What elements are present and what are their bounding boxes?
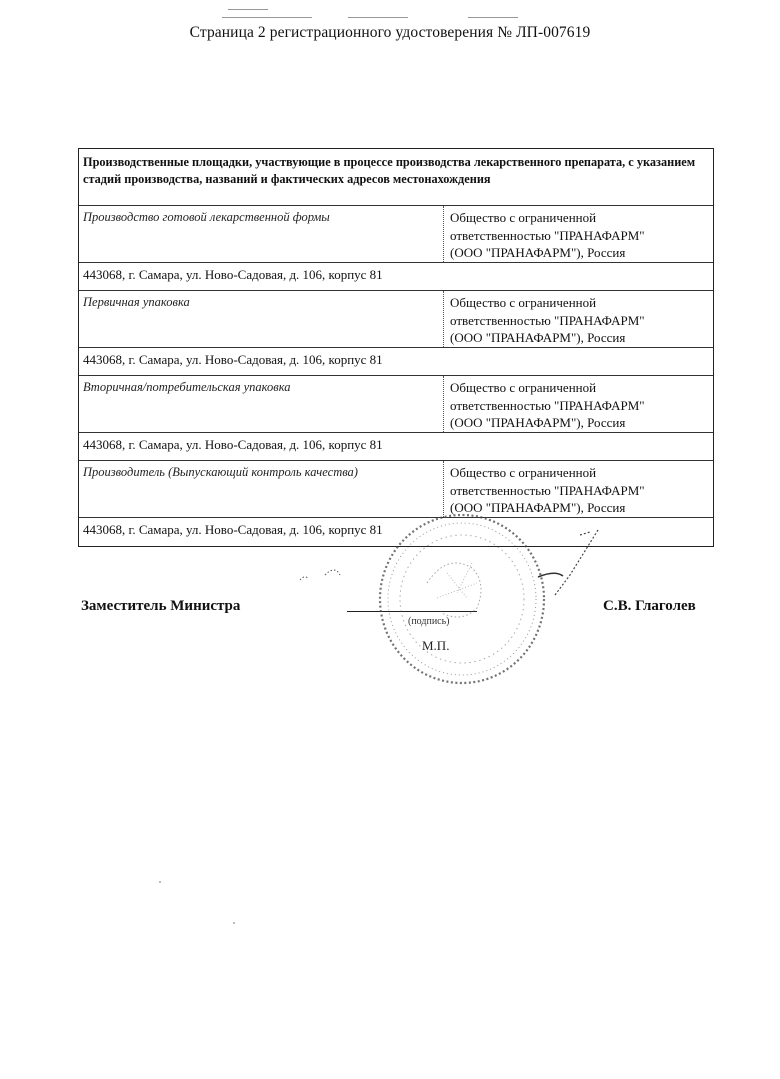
table-row xyxy=(79,291,713,348)
org-line: Общество с ограниченной xyxy=(450,210,597,225)
production-sites-table xyxy=(78,148,714,547)
table-row xyxy=(79,461,713,518)
organization-cell xyxy=(443,461,713,517)
org-line: Общество с ограниченной xyxy=(450,295,597,310)
org-line: (ООО "ПРАНАФАРМ"), Россия xyxy=(450,330,626,345)
address-row: 443068, г. Самара, ул. Ново-Садовая, д. 106, корпус 81 xyxy=(79,433,713,461)
org-line: ответственностью "ПРАНАФАРМ" xyxy=(450,227,645,243)
org-line: (ООО "ПРАНАФАРМ"), Россия xyxy=(450,415,626,430)
org-line: Общество с ограниченной xyxy=(450,380,597,395)
table-row xyxy=(79,376,713,433)
signature-caption: (подпись) xyxy=(408,616,450,627)
scan-header-marks xyxy=(228,8,528,22)
organization-cell xyxy=(443,206,713,262)
address-row: 443068, г. Самара, ул. Ново-Садовая, д. 106, корпус 81 xyxy=(79,263,713,291)
org-line: ответственностью "ПРАНАФАРМ" xyxy=(450,397,645,413)
page-title: Страница 2 регистрационного удостоверения № ЛП-007619 xyxy=(189,24,591,41)
stage-cell: Первичная упаковка xyxy=(83,295,190,309)
stage-cell: Производитель (Выпускающий контроль качества) xyxy=(83,465,358,479)
organization-cell xyxy=(443,376,713,432)
stage-cell: Производство готовой лекарственной формы xyxy=(83,210,330,224)
org-line: Общество с ограниченной xyxy=(450,465,597,480)
table-row xyxy=(79,206,713,263)
signatory-position: Заместитель Министра xyxy=(81,598,241,614)
org-line: (ООО "ПРАНАФАРМ"), Россия xyxy=(450,500,626,515)
address-row: 443068, г. Самара, ул. Ново-Садовая, д. 106, корпус 81 xyxy=(79,348,713,376)
seal-label: М.П. xyxy=(422,638,450,653)
stage-cell: Вторичная/потребительская упаковка xyxy=(83,380,291,394)
signatory-name: С.В. Глаголев xyxy=(603,598,696,614)
org-line: ответственностью "ПРАНАФАРМ" xyxy=(450,482,645,498)
scan-speck xyxy=(233,922,235,924)
org-line: ответственностью "ПРАНАФАРМ" xyxy=(450,312,645,328)
table-header: Производственные площадки, участвующие в процессе производства лекарственного препарата, с указанием стадий производства, названий и фактических адресов местонахождения xyxy=(79,149,713,206)
org-line: (ООО "ПРАНАФАРМ"), Россия xyxy=(450,245,626,260)
signature-line xyxy=(347,611,477,612)
scan-speck xyxy=(159,881,161,883)
address-row: 443068, г. Самара, ул. Ново-Садовая, д. 106, корпус 81 xyxy=(83,522,383,537)
organization-cell xyxy=(443,291,713,347)
